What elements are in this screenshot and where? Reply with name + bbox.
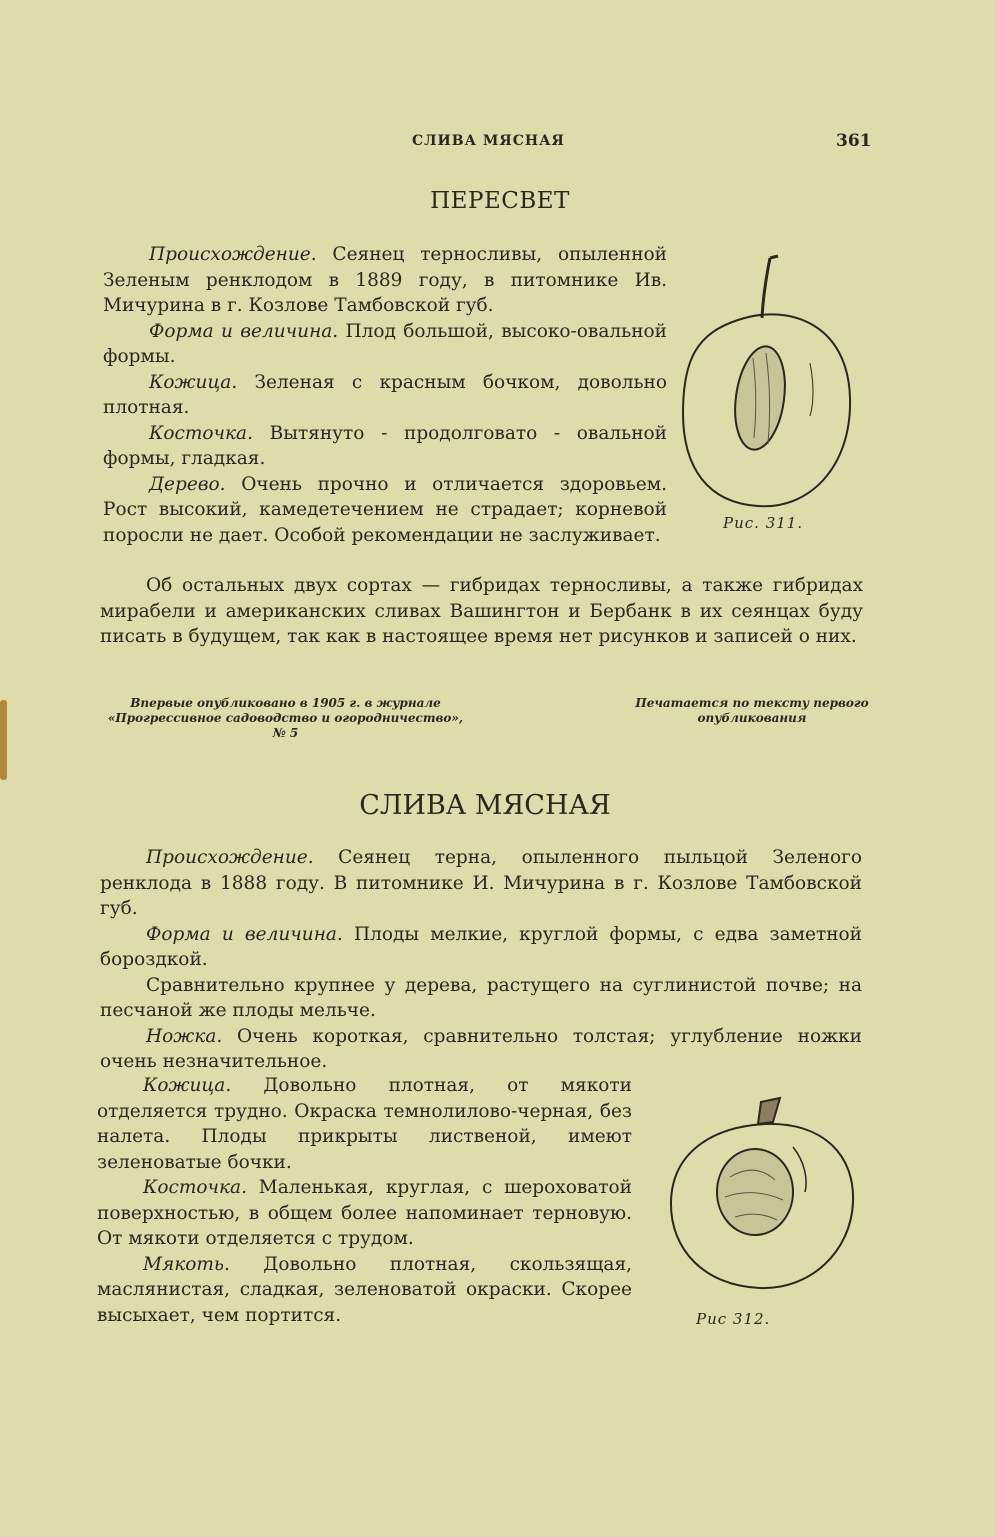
paragraph xyxy=(103,421,667,472)
plum-illustration-fig311 xyxy=(678,248,858,513)
paragraph xyxy=(97,1175,632,1252)
paragraph-text: Сеянец терносливы, опыленной Зеленым ренклодом в 1889 году, в питомнике Ив. Мичурина в г. Козлове Тамбовской губ. xyxy=(103,244,667,316)
print-source-note: Печатается по тексту первого опубликования xyxy=(635,696,869,725)
paragraph xyxy=(100,922,862,973)
figure-caption: Рис 312. xyxy=(696,1310,771,1328)
paragraph xyxy=(100,1024,862,1075)
paragraph-text: Вытянуто - продолговато - овальной формы, гладкая. xyxy=(103,422,667,469)
sliva-description xyxy=(100,845,862,1075)
paragraph xyxy=(97,1073,632,1175)
page-number: 361 xyxy=(836,131,872,151)
paragraph xyxy=(103,370,667,421)
running-head: СЛИВА МЯСНАЯ xyxy=(412,133,565,149)
peresvet-description xyxy=(103,242,667,548)
paragraph-text: Плод большой, высоко-овальной формы. xyxy=(103,320,667,367)
paragraph xyxy=(103,472,667,549)
paragraph-text: Сеянец терна, опыленного пыльцой Зеленого ренклода в 1888 году. В питомнике И. Мичурина в г. Козлове Тамбовской губ. xyxy=(100,847,862,919)
section-title-sliva-myasnaya: СЛИВА МЯСНАЯ xyxy=(359,790,611,821)
section-title-peresvet: ПЕРЕСВЕТ xyxy=(430,188,570,214)
paragraph xyxy=(103,319,667,370)
paragraph-label: Происхождение. xyxy=(146,847,314,868)
closing-paragraph xyxy=(100,573,863,650)
paragraph xyxy=(97,1252,632,1329)
paragraph-text: Зеленая с красным бочком, довольно плотная. xyxy=(103,371,667,418)
paragraph-label: Происхождение. xyxy=(149,244,317,265)
paragraph-label: Мякоть. xyxy=(143,1253,230,1275)
paragraph-text: Довольно плотная, от мякоти отделяется трудно. Окраска темнолилово-черная, без налета. Плоды прикрыты лиственой, имеют зеленоватые бочки. xyxy=(97,1075,632,1173)
paragraph-label: Форма и величина. xyxy=(146,923,343,945)
paragraph-label: Косточка. xyxy=(143,1177,247,1198)
paragraph-text: Об остальных двух сортах — гибридах терносливы, а также гибридах мирабели и американских сливах Вашингтон и Бербанк в их сеянцах буду писать в будущем, так как в настоящее время нет рисунков и записей о них. xyxy=(100,575,863,647)
figure-caption: Рис. 311. xyxy=(723,514,804,532)
paragraph-label: Кожица. xyxy=(143,1075,232,1096)
paragraph-text: Очень короткая, сравнительно толстая; углубление ножки очень незначительное. xyxy=(100,1025,862,1072)
paragraph-label: Форма и величина. xyxy=(149,320,339,342)
page-edge-mark xyxy=(0,700,7,780)
paragraph-text: Маленькая, круглая, с шероховатой поверхностью, в общем более напоминает терновую. От мякоти отделяется с трудом. xyxy=(97,1177,632,1249)
paragraph-text: Довольно плотная, скользящая, маслянистая, сладкая, зеленоватой окраски. Скорее высыхает, чем портится. xyxy=(97,1253,632,1326)
paragraph-text: Плоды мелкие, круглой формы, с едва заметной бороздкой. xyxy=(100,923,862,970)
paragraph-label: Кожица. xyxy=(149,371,238,393)
paragraph-label: Дерево. xyxy=(149,473,226,495)
paragraph-text: Сравнительно крупнее у дерева, растущего на суглинистой почве; на песчаной же плоды мельче. xyxy=(100,974,862,1021)
paragraph-label: Ножка. xyxy=(146,1025,223,1047)
paragraph-text: Очень прочно и отличается здоровьем. Рост высокий, камедетечением не страдает; корневой поросли не дает. Особой рекомендации не заслуживает. xyxy=(103,473,667,546)
paragraph xyxy=(103,242,667,319)
paragraph-label: Косточка. xyxy=(149,422,253,444)
publication-note: Впервые опубликовано в 1905 г. в журнале «Прогрессивное садоводство и огородничество», № 5 xyxy=(107,696,464,740)
plum-illustration-fig312 xyxy=(665,1092,865,1297)
sliva-description-continued xyxy=(97,1073,632,1328)
paragraph xyxy=(100,845,862,922)
paragraph xyxy=(100,973,862,1024)
